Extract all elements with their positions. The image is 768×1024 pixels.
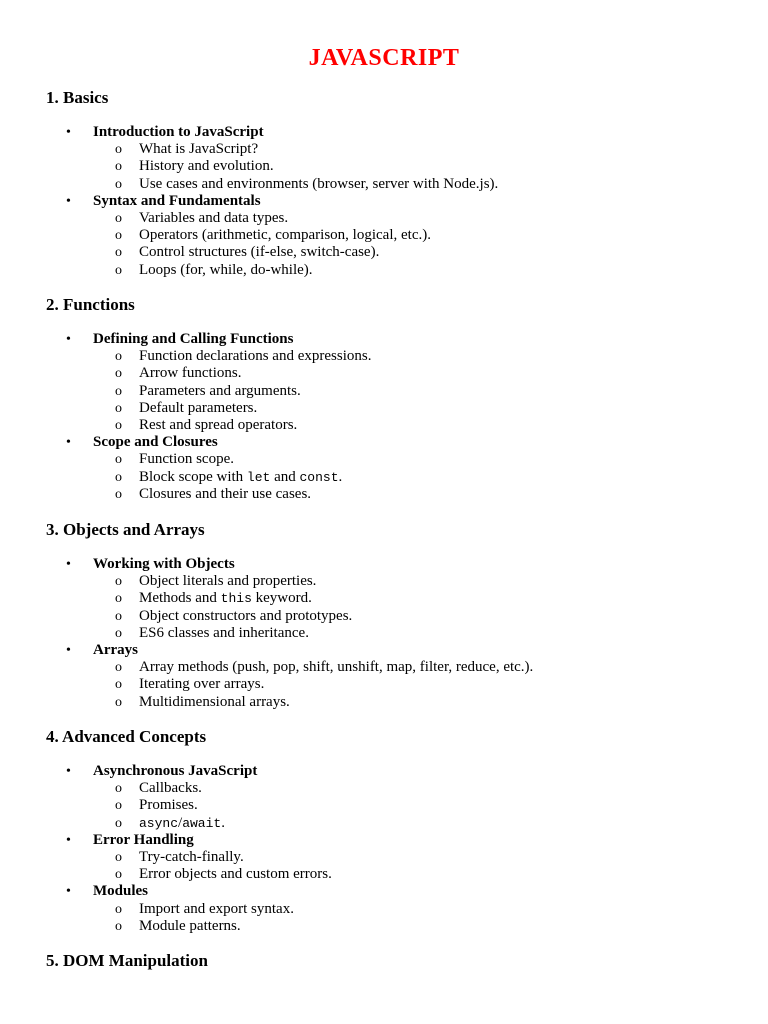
subtopic-list — [93, 210, 498, 279]
subtopic-text: Iterating over arrays. — [139, 676, 265, 693]
circle-bullet-icon: o — [115, 228, 122, 244]
subtopic-text: ES6 classes and inheritance. — [139, 624, 309, 641]
topic-label: Asynchronous JavaScript — [93, 763, 258, 779]
section-heading: 1. Basics — [46, 88, 109, 107]
subtopic-text: Callbacks. — [139, 780, 202, 797]
topic-item — [46, 642, 533, 711]
subtopic-text: Methods and this keyword. — [139, 590, 312, 607]
circle-bullet-icon: o — [115, 400, 122, 416]
subtopic-item — [93, 158, 498, 175]
circle-bullet-icon: o — [115, 176, 122, 192]
subtopic-text: Block scope with let and const. — [139, 468, 343, 485]
circle-bullet-icon: o — [115, 211, 122, 227]
subtopic-text: Error objects and custom errors. — [139, 866, 332, 883]
topic-item — [46, 331, 371, 434]
topic-label: Syntax and Fundamentals — [93, 192, 261, 209]
subtopic-text: Rest and spread operators. — [139, 417, 298, 434]
circle-bullet-icon: o — [115, 418, 122, 434]
subtopic-text: Default parameters. — [139, 399, 258, 416]
subtopic-text: Array methods (push, pop, shift, unshift, map, filter, reduce, etc.). — [139, 659, 534, 676]
subtopic-item — [93, 590, 533, 607]
circle-bullet-icon: o — [115, 349, 122, 365]
section-heading: 4. Advanced Concepts — [46, 727, 207, 746]
topic-item — [46, 556, 533, 642]
subtopic-text: Arrow functions. — [139, 365, 242, 382]
subtopic-item — [93, 866, 332, 883]
subtopic-text: Parameters and arguments. — [139, 382, 301, 399]
subtopic-text: Function scope. — [139, 451, 234, 468]
bullet-icon: • — [66, 435, 71, 451]
circle-bullet-icon: o — [115, 591, 122, 607]
topic-label: Error Handling — [93, 831, 194, 848]
circle-bullet-icon: o — [115, 901, 122, 917]
subtopic-text: Module patterns. — [139, 917, 241, 934]
subtopic-text: Closures and their use cases. — [139, 485, 312, 502]
section-heading: 3. Objects and Arrays — [46, 520, 205, 539]
bullet-icon: • — [66, 832, 71, 848]
bullet-icon: • — [66, 332, 71, 347]
subtopic-item — [93, 176, 498, 193]
subtopic-text: What is JavaScript? — [139, 141, 259, 158]
circle-bullet-icon: o — [115, 867, 122, 883]
subtopic-item — [93, 486, 371, 503]
subtopic-item — [93, 694, 533, 711]
subtopic-text: Object constructors and prototypes. — [139, 607, 353, 624]
inline-code: let — [246, 469, 271, 485]
subtopic-item — [93, 573, 533, 590]
subtopic-item — [93, 901, 332, 918]
circle-bullet-icon: o — [115, 366, 122, 382]
subtopic-item — [93, 451, 371, 468]
bullet-icon: • — [66, 193, 71, 209]
subtopic-text: Variables and data types. — [139, 210, 289, 227]
circle-bullet-icon: o — [115, 159, 122, 175]
topic-label: Scope and Closures — [93, 434, 218, 451]
subtopic-item — [93, 918, 332, 935]
subtopic-text: Multidimensional arrays. — [139, 693, 290, 710]
bullet-icon: • — [66, 643, 71, 659]
circle-bullet-icon: o — [115, 660, 122, 676]
circle-bullet-icon: o — [115, 574, 122, 590]
subtopic-item — [93, 383, 371, 400]
circle-bullet-icon: o — [115, 677, 122, 693]
subtopic-text: Loops (for, while, do-while). — [139, 261, 313, 278]
subtopic-list — [93, 348, 371, 434]
circle-bullet-icon: o — [115, 815, 122, 831]
subtopic-text: Import and export syntax. — [139, 900, 294, 917]
subtopic-list — [93, 849, 332, 883]
topic-item — [46, 434, 371, 503]
section — [46, 727, 332, 935]
inline-code: this — [220, 591, 252, 607]
topic-list — [46, 124, 498, 279]
circle-bullet-icon: o — [115, 918, 122, 934]
page-title: JAVASCRIPT — [308, 45, 460, 71]
subtopic-text: Control structures (if-else, switch-case). — [139, 244, 380, 261]
subtopic-item — [93, 608, 533, 625]
subtopic-text: Object literals and properties. — [139, 573, 317, 590]
subtopic-text: Promises. — [139, 797, 198, 814]
circle-bullet-icon: o — [115, 142, 122, 158]
bullet-icon: • — [66, 884, 71, 900]
subtopic-text: History and evolution. — [139, 158, 274, 175]
topic-label: Introduction to JavaScript — [93, 124, 264, 140]
section-heading: 5. DOM Manipulation — [46, 951, 208, 970]
subtopic-text: Function declarations and expressions. — [139, 348, 372, 365]
section — [46, 520, 533, 711]
topic-item — [46, 193, 498, 279]
subtopic-item — [93, 210, 498, 227]
topic-list — [46, 556, 533, 711]
bullet-icon: • — [66, 125, 71, 140]
topic-label: Modules — [93, 883, 149, 900]
circle-bullet-icon: o — [115, 781, 122, 797]
subtopic-item — [93, 227, 498, 244]
subtopic-item — [93, 849, 332, 866]
subtopic-item — [93, 262, 498, 279]
inline-code: async — [139, 815, 179, 831]
subtopic-item — [93, 417, 371, 434]
subtopic-list — [93, 451, 371, 503]
subtopic-item — [93, 780, 332, 797]
subtopic-list — [93, 780, 332, 832]
circle-bullet-icon: o — [115, 452, 122, 468]
circle-bullet-icon: o — [115, 262, 122, 278]
topic-item — [46, 883, 332, 935]
subtopic-item — [93, 815, 332, 832]
section — [46, 88, 498, 279]
circle-bullet-icon: o — [115, 245, 122, 261]
section — [46, 295, 371, 503]
circle-bullet-icon: o — [115, 694, 122, 710]
subtopic-item — [93, 676, 533, 693]
subtopic-list — [93, 573, 533, 642]
subtopic-item — [93, 400, 371, 417]
topic-label: Defining and Calling Functions — [93, 331, 294, 347]
topic-item — [46, 832, 332, 884]
subtopic-item — [93, 348, 371, 365]
subtopic-text: async/await. — [139, 814, 225, 831]
circle-bullet-icon: o — [115, 486, 122, 502]
section — [46, 951, 208, 971]
circle-bullet-icon: o — [115, 469, 122, 485]
topic-label: Working with Objects — [93, 556, 235, 572]
subtopic-item — [93, 659, 533, 676]
bullet-icon: • — [66, 557, 71, 572]
topic-item — [46, 124, 498, 193]
circle-bullet-icon: o — [115, 383, 122, 399]
circle-bullet-icon: o — [115, 850, 122, 866]
topic-list — [46, 331, 371, 503]
subtopic-item — [93, 141, 498, 158]
subtopic-item — [93, 244, 498, 261]
topic-item — [46, 763, 332, 832]
circle-bullet-icon: o — [115, 625, 122, 641]
subtopic-list — [93, 141, 498, 193]
bullet-icon: • — [66, 764, 71, 779]
subtopic-list — [93, 901, 332, 935]
inline-code: const — [299, 469, 339, 485]
topic-label: Arrays — [93, 642, 138, 659]
section-heading: 2. Functions — [46, 295, 135, 314]
subtopic-text: Operators (arithmetic, comparison, logical, etc.). — [139, 227, 431, 244]
subtopic-item — [93, 469, 371, 486]
subtopic-item — [93, 797, 332, 814]
subtopic-item — [93, 625, 533, 642]
inline-code: await — [182, 815, 222, 831]
circle-bullet-icon: o — [115, 608, 122, 624]
subtopic-list — [93, 659, 533, 711]
circle-bullet-icon: o — [115, 798, 122, 814]
subtopic-text: Use cases and environments (browser, server with Node.js). — [139, 175, 499, 192]
subtopic-item — [93, 365, 371, 382]
subtopic-text: Try-catch-finally. — [139, 849, 244, 866]
topic-list — [46, 763, 332, 935]
